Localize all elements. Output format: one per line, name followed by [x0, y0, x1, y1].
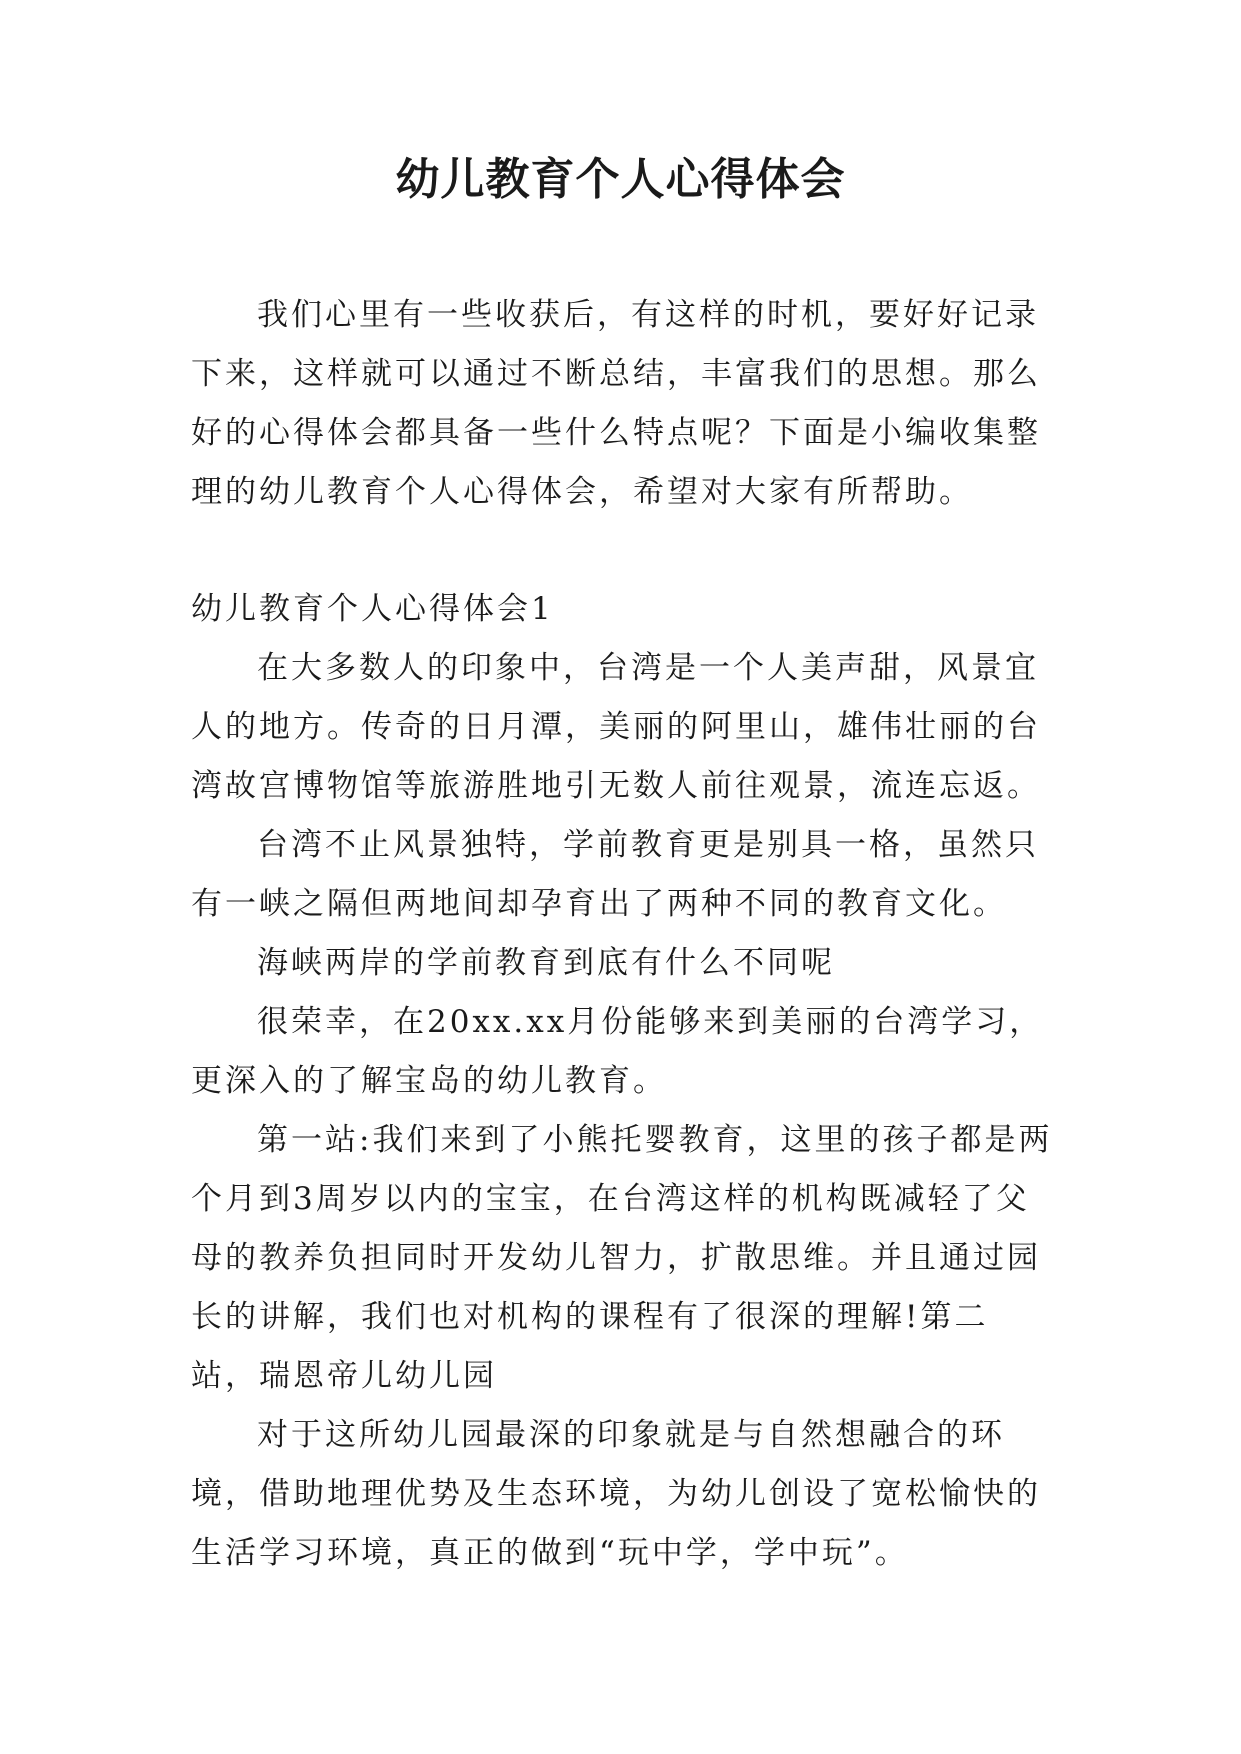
section-1	[191, 580, 1053, 1583]
paragraph-3: 海峡两岸的学前教育到底有什么不同呢	[257, 945, 835, 981]
paragraph-6: 对于这所幼儿园最深的印象就是与自然想融合的环境，借助地理优势及生态环境，为幼儿创设了宽松愉快的生活学习环境，真正的做到“玩中学，学中玩”。	[191, 1417, 1041, 1571]
paragraph-5: 第一站:我们来到了小熊托婴教育，这里的孩子都是两个月到3周岁以内的宝宝，在台湾这样的机构既减轻了父母的教养负担同时开发幼儿智力，扩散思维。并且通过园长的讲解，我们也对机构的课程有了很深的理解!第二站，瑞恩帝儿幼儿园	[191, 1122, 1053, 1394]
intro-paragraph: 我们心里有一些收获后，有这样的时机，要好好记录下来，这样就可以通过不断总结，丰富我们的思想。那么好的心得体会都具备一些什么特点呢？下面是小编收集整理的幼儿教育个人心得体会，希望对大家有所帮助。	[191, 297, 1041, 510]
intro-block	[191, 286, 1053, 522]
section-heading: 幼儿教育个人心得体会1	[191, 591, 554, 627]
document-title: 幼儿教育个人心得体会	[395, 154, 846, 205]
paragraph-4: 很荣幸，在20xx.xx月份能够来到美丽的台湾学习，更深入的了解宝岛的幼儿教育。	[191, 1004, 1044, 1099]
paragraph-2: 台湾不止风景独特，学前教育更是别具一格，虽然只有一峡之隔但两地间却孕育出了两种不同的教育文化。	[191, 827, 1039, 922]
paragraph-1: 在大多数人的印象中，台湾是一个人美声甜，风景宜人的地方。传奇的日月潭，美丽的阿里山，雄伟壮丽的台湾故宫博物馆等旅游胜地引无数人前往观景，流连忘返。	[191, 650, 1041, 804]
